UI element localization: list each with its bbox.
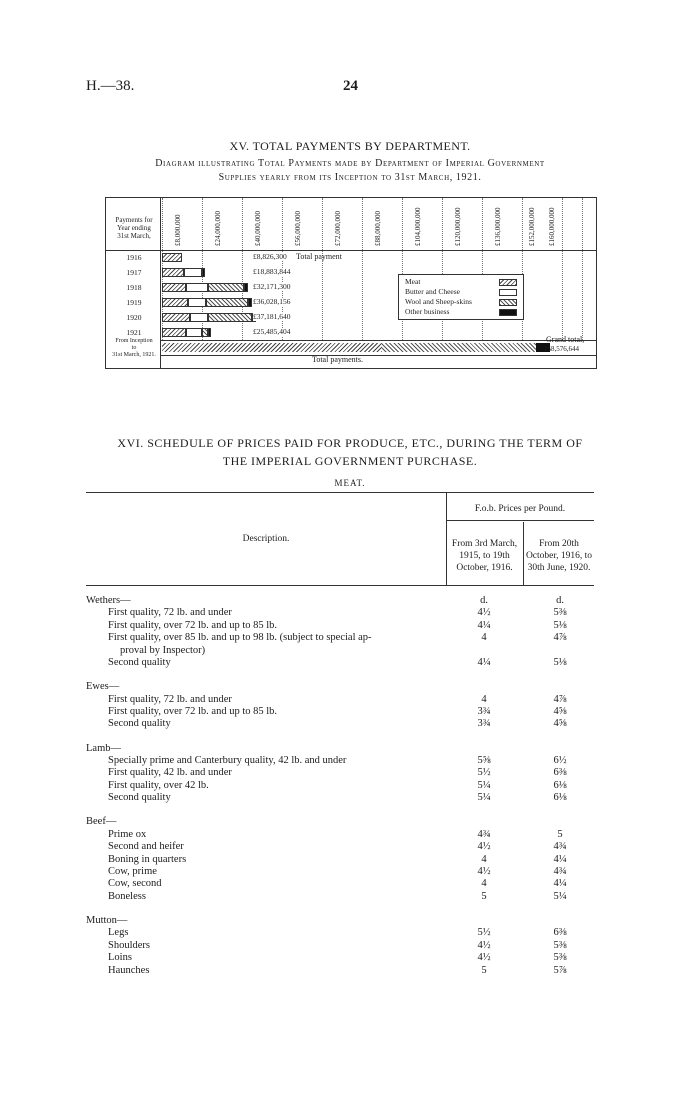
item-description: Haunches [108, 964, 150, 976]
scale-label: £120,000,000 [454, 207, 462, 246]
other-business-bar [202, 268, 205, 277]
scale-label: £152,000,000 [528, 207, 536, 246]
price-col2: 6⅛ [553, 792, 567, 804]
price-col1: 5½ [477, 927, 491, 939]
meat-bar [162, 313, 190, 322]
scale-label: £56,000,000 [294, 211, 302, 246]
price-col1: 4 [481, 853, 487, 865]
schedule-title-line2: THE IMPERIAL GOVERNMENT PURCHASE. [222, 454, 478, 468]
other-business-bar [244, 283, 248, 292]
grand-total-value: 158,576,644 [544, 345, 579, 353]
scale-label: £104,000,000 [414, 207, 422, 246]
price-col1: 5½ [477, 767, 491, 779]
price-col1: 4½ [477, 939, 491, 951]
group-name: Beef— [86, 816, 117, 828]
prices-header: F.o.b. Prices per Pound. [474, 504, 566, 514]
inception-label-line: to [131, 345, 137, 351]
price-col1: 4¾ [477, 828, 491, 840]
year-label: 1920 [126, 313, 142, 322]
inception-label-line: From Inception [115, 338, 153, 344]
price-col2: 4⅞ [553, 693, 567, 705]
description-header: Description. [242, 534, 290, 544]
meat-bar [162, 253, 182, 262]
legend-label: Meat [405, 277, 421, 286]
scale-label: £160,000,000 [548, 207, 556, 246]
col2-header [524, 538, 594, 574]
col2-header-line: 30th June, 1920. [527, 563, 591, 573]
item-description: Cow, second [108, 878, 162, 890]
item-description: Boneless [108, 890, 146, 902]
year-total-value: £8,826,300 [253, 252, 287, 261]
diagram-corner-label [110, 216, 158, 240]
year-label: 1918 [126, 283, 142, 292]
wool-sheepskins-bar [208, 313, 252, 322]
price-col1: 5 [481, 964, 487, 976]
item-description: First quality, over 42 lb. [108, 779, 209, 791]
price-col2: 5⅛ [553, 619, 567, 631]
item-description: First quality, over 85 lb. and up to 98 lb. (subject to special ap- [108, 632, 372, 644]
meat-bar [162, 283, 186, 292]
scale-label: £72,000,000 [334, 211, 342, 246]
diagram-caption-line1: Diagram illustrating Total Payments made by Department of Imperial Government [155, 158, 545, 169]
legend-swatch [499, 279, 517, 286]
price-col2: 4⅝ [553, 705, 567, 717]
price-col1: 3¾ [477, 718, 491, 730]
price-col2: 5 [557, 828, 563, 840]
price-col2: 4⅞ [553, 632, 567, 644]
item-description: proval by Inspector) [120, 644, 206, 656]
item-description: Second quality [108, 718, 171, 730]
inception-wool-bar [381, 343, 536, 352]
price-col1: 4 [481, 693, 487, 705]
page-number: 24 [343, 78, 358, 94]
legend-label: Other business [405, 307, 450, 316]
year-total-value: £36,028,156 [253, 297, 291, 306]
price-col1: 5 [481, 890, 487, 902]
legend-swatch [499, 309, 517, 316]
item-description: Second and heifer [108, 841, 184, 853]
group-name: Wethers— [86, 595, 131, 606]
price-col1: 4¼ [477, 619, 491, 631]
price-col1: 4½ [477, 865, 491, 877]
item-description: Legs [108, 927, 129, 939]
price-col1: 5¼ [477, 779, 491, 791]
item-description: Cow, prime [108, 865, 157, 877]
item-description: Second quality [108, 792, 171, 804]
gridline [362, 198, 363, 340]
total-payments-label: Total payments. [312, 355, 363, 364]
price-col2: 6⅜ [553, 767, 567, 779]
year-label: 1917 [126, 268, 142, 277]
col2-header-line: October, 1916, to [525, 551, 593, 561]
col1-header-line: 1915, to 19th [459, 551, 510, 561]
price-col1: 4 [481, 878, 487, 890]
price-col2: 6⅜ [553, 927, 567, 939]
inception-label-line: 31st March, 1921. [112, 352, 156, 358]
butter-cheese-bar [186, 328, 202, 337]
price-col2: 5⅞ [553, 964, 567, 976]
legend-swatch [499, 289, 517, 296]
meat-bar [162, 298, 188, 307]
scale-label: £8,000,000 [174, 214, 182, 246]
item-description: Specially prime and Canterbury quality, 42 lb. and under [108, 754, 347, 766]
scale-label: £88,000,000 [374, 211, 382, 246]
corner-label-line: 31st March, [117, 232, 151, 240]
price-col2: 5⅜ [553, 939, 567, 951]
col1-header-line: From 3rd March, [451, 539, 518, 549]
price-col1: 4 [481, 632, 487, 644]
corner-label-line: Year ending [117, 224, 151, 232]
col1-header-line: October, 1916. [456, 563, 513, 573]
scale-label: £136,000,000 [494, 207, 502, 246]
item-description: Loins [108, 952, 132, 964]
price-col1: 3¾ [477, 705, 491, 717]
price-col2: 5⅜ [553, 952, 567, 964]
wool-sheepskins-bar [206, 298, 248, 307]
gridline [322, 198, 323, 340]
wool-sheepskins-bar [208, 283, 244, 292]
price-col1: 5¼ [477, 792, 491, 804]
year-label: 1919 [126, 298, 142, 307]
corner-label-line: Payments for [115, 216, 153, 224]
other-business-bar [248, 298, 252, 307]
section-xv-title: XV. TOTAL PAYMENTS BY DEPARTMENT. [229, 139, 471, 153]
price-col2: 4¾ [553, 865, 567, 877]
year-total-value: £25,485,404 [253, 327, 291, 336]
diagram-legend [398, 274, 524, 320]
grand-total-label: Grand total, [546, 335, 585, 344]
year-total-value: £18,883,844 [253, 267, 291, 276]
price-col2: 5¼ [553, 890, 567, 902]
price-col2: 4¾ [553, 841, 567, 853]
price-col2: 5⅜ [553, 607, 567, 619]
item-description: First quality, over 72 lb. and up to 85 lb. [108, 705, 278, 717]
group-name: Ewes— [86, 681, 120, 693]
year-label: 1916 [126, 253, 142, 262]
price-col1: 4½ [477, 841, 491, 853]
price-col2: 4⅝ [553, 718, 567, 730]
item-description: First quality, over 72 lb. and up to 85 lb. [108, 619, 278, 631]
scale-label: £40,000,000 [254, 211, 262, 246]
meat-bar [162, 268, 184, 277]
scale-label: £24,000,000 [214, 211, 222, 246]
other-business-bar [208, 328, 211, 337]
unit-col1: d. [480, 595, 488, 606]
item-description: First quality, 72 lb. and under [108, 693, 232, 705]
meat-bar [162, 328, 186, 337]
item-description: Shoulders [108, 939, 150, 951]
unit-col2: d. [556, 595, 564, 606]
butter-cheese-bar [186, 283, 208, 292]
prices-header-rule [446, 520, 594, 521]
diagram-caption-line2: Supplies yearly from its Inception to 31st March, 1921. [218, 172, 482, 183]
item-description: First quality, 42 lb. and under [108, 767, 232, 779]
item-description: First quality, 72 lb. and under [108, 607, 232, 619]
price-col2: 4¼ [553, 878, 567, 890]
price-col1: 5⅝ [477, 754, 491, 766]
gridline [562, 198, 563, 340]
group-name: Mutton— [86, 914, 128, 926]
col1-header [446, 538, 523, 574]
gridline [582, 198, 583, 340]
price-col1: 4½ [477, 952, 491, 964]
table-header-rule [86, 585, 594, 586]
schedule-title-line1: XVI. SCHEDULE OF PRICES PAID FOR PRODUCE, ETC., DURING THE TERM OF [117, 436, 583, 450]
price-col1: 4½ [477, 607, 491, 619]
total-payment-label: Total payment [296, 252, 342, 261]
item-description: Boning in quarters [108, 853, 187, 865]
price-col2: 6½ [553, 754, 567, 766]
price-col2: 5⅛ [553, 657, 567, 668]
butter-cheese-bar [190, 313, 208, 322]
item-description: Second quality [108, 657, 171, 668]
schedule-subtitle: MEAT. [334, 478, 366, 488]
butter-cheese-bar [188, 298, 206, 307]
year-total-value: £37,181,640 [253, 312, 291, 321]
price-col1: 4¼ [477, 657, 491, 668]
year-label: 1921 [126, 328, 142, 337]
page-reference: H.—38. [86, 78, 135, 94]
payments-diagram [105, 197, 597, 369]
inception-label [108, 338, 160, 359]
legend-label: Butter and Cheese [405, 287, 460, 296]
price-col2: 4¼ [553, 853, 567, 865]
butter-cheese-bar [184, 268, 202, 277]
year-total-value: £32,171,300 [253, 282, 291, 291]
group-name: Lamb— [86, 742, 121, 754]
legend-label: Wool and Sheep-skins [405, 297, 472, 306]
table-top-rule [86, 492, 594, 493]
legend-swatch [499, 299, 517, 306]
col2-header-line: From 20th [539, 539, 579, 549]
item-description: Prime ox [108, 828, 147, 840]
price-col2: 6⅛ [553, 779, 567, 791]
